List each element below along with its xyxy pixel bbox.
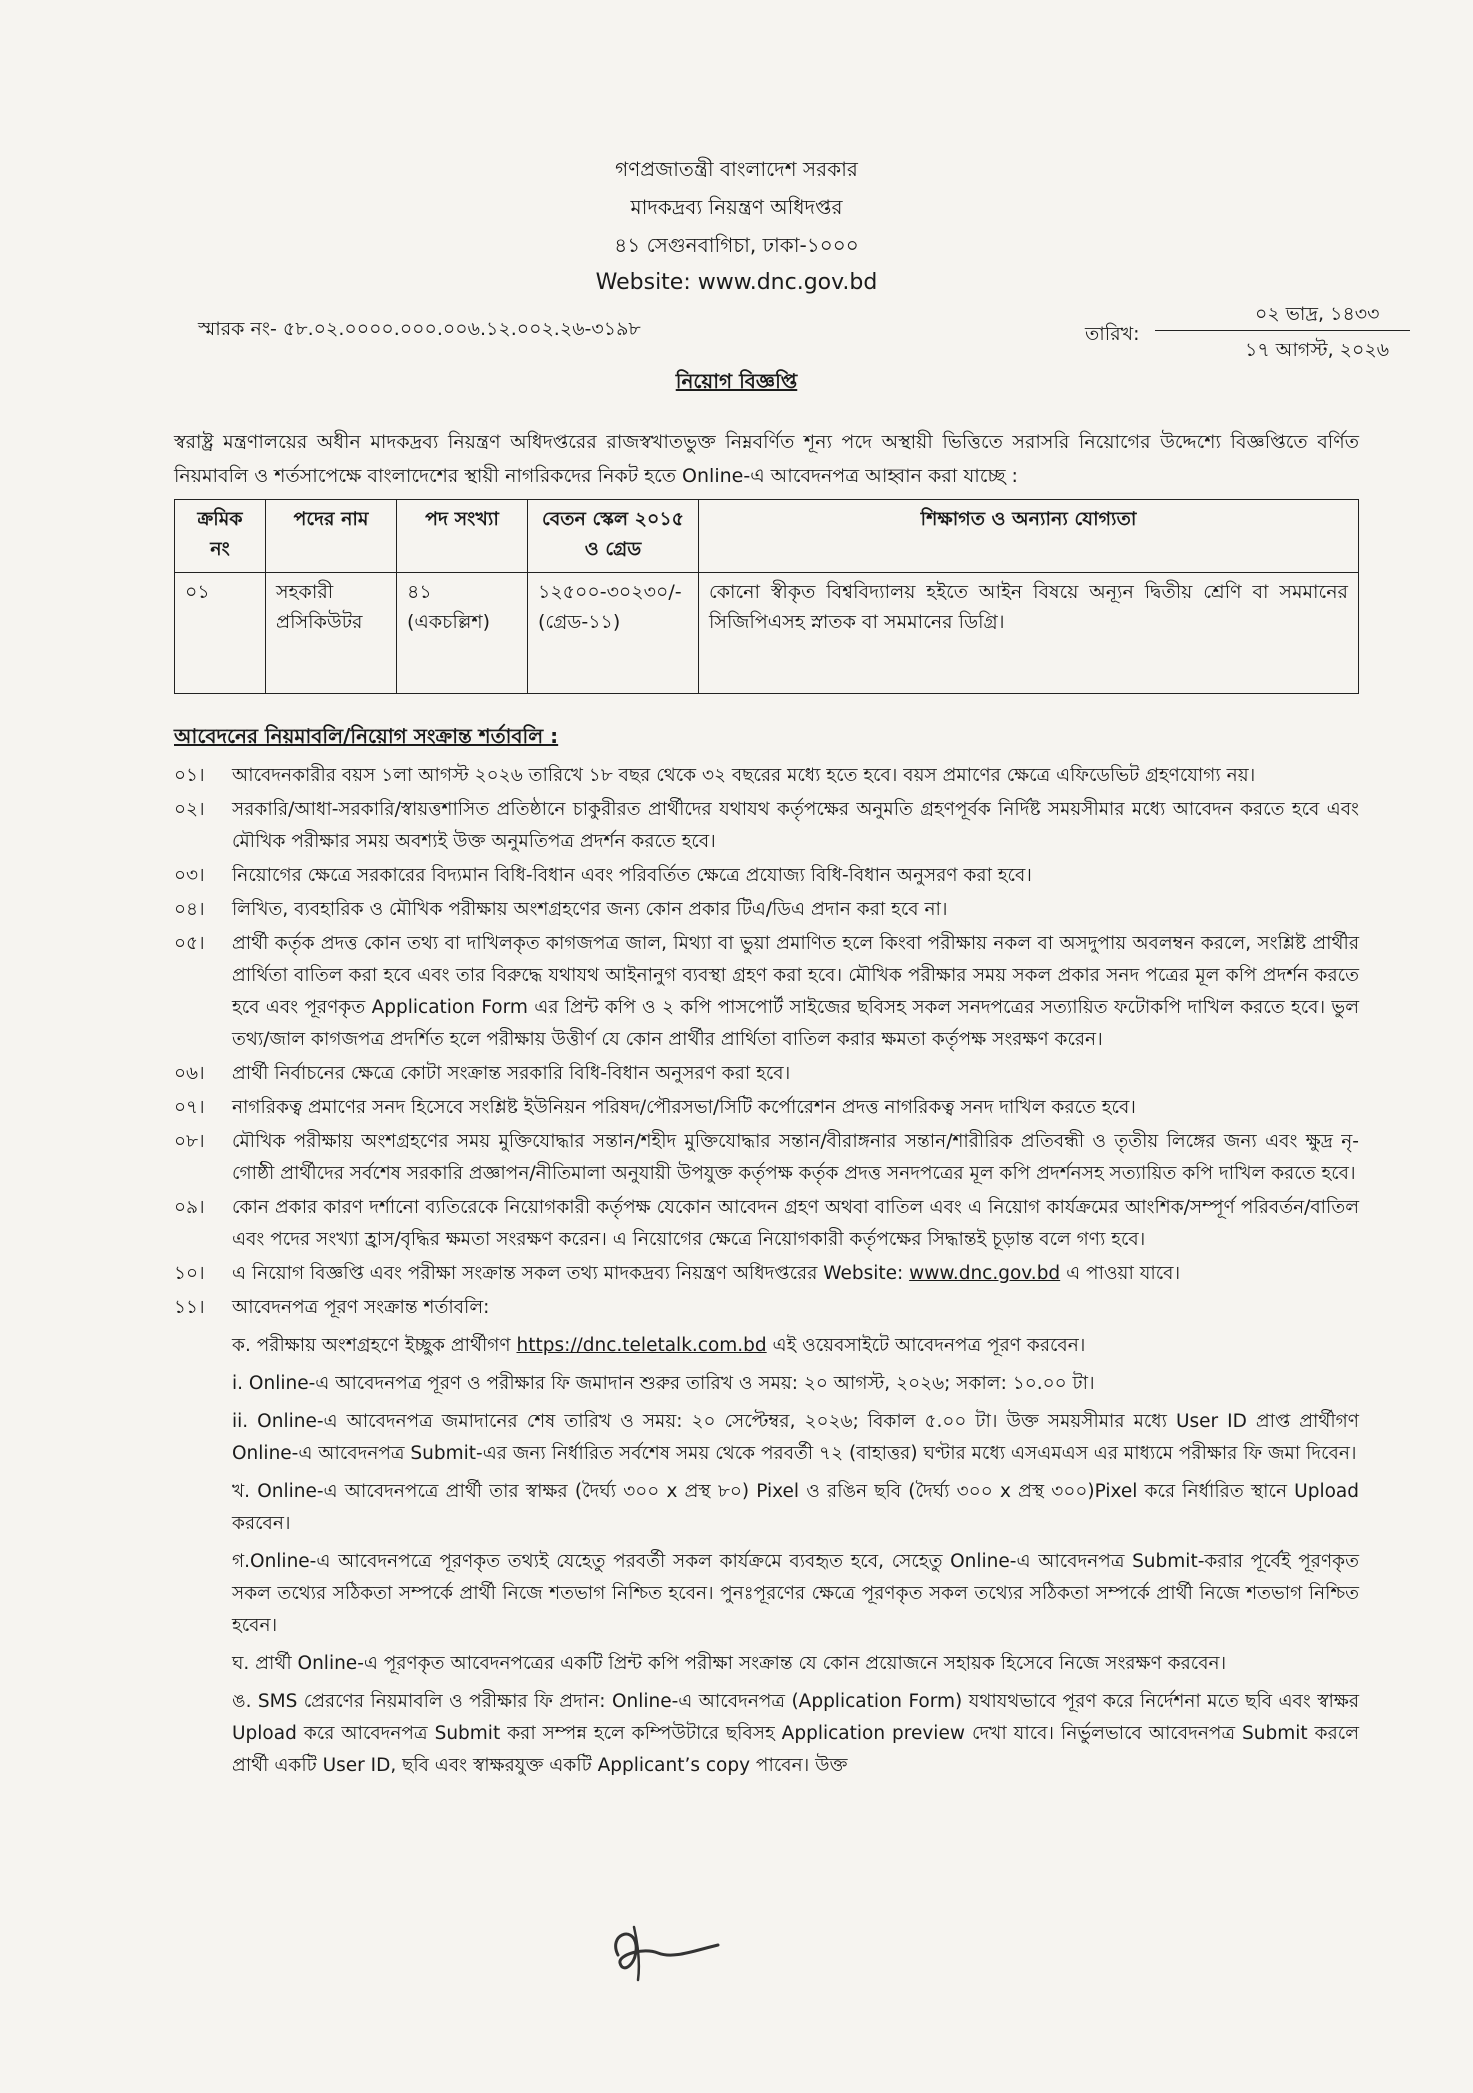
term-number: ০৬। — [174, 1063, 205, 1084]
table-header-row — [175, 500, 1359, 573]
date-english: ১৭ আগস্ট, ২০২৬ — [1245, 339, 1390, 361]
terms-heading: আবেদনের নিয়মাবলি/নিয়োগ সংক্রান্ত শর্তাবলি : — [174, 724, 559, 748]
term-number: ০৮। — [174, 1131, 205, 1152]
term-item — [174, 928, 1359, 1056]
term-text: কোন প্রকার কারণ দর্শানো ব্যতিরেকে নিয়োগকারী কর্তৃপক্ষ যেকোন আবেদন গ্রহণ অথবা বাতিল এবং এ নিয়োগ কার্যক্রমের আংশিক/সম্পূর্ণ পরিবর্তন/বাতিল এবং পদের সংখ্যা হ্রাস/বৃদ্ধির ক্ষমতা সংরক্ষণ করেন। এ নিয়োগের ক্ষেত্রে নিয়োগকারী কর্তৃপক্ষের সিদ্ধান্তই চূড়ান্ত বলে গণ্য হবে। — [232, 1197, 1359, 1250]
term11-title: আবেদনপত্র পূরণ সংক্রান্ত শর্তাবলি: — [232, 1297, 490, 1318]
term-number: ০১। — [174, 765, 205, 786]
term-number: ০৯। — [174, 1197, 205, 1218]
term-text: প্রার্থী কর্তৃক প্রদত্ত কোন তথ্য বা দাখিলকৃত কাগজপত্র জাল, মিথ্যা বা ভুয়া প্রমাণিত হলে কিংবা পরীক্ষায় নকল বা অসদুপায় অবলম্বন করলে, সংশ্লিষ্ট প্রার্থীর প্রার্থিতা বাতিল করা হবে এবং তার বিরুদ্ধে যথাযথ আইনানুগ ব্যবস্থা গ্রহণ করা হবে। মৌখিক পরীক্ষার সময় সকল প্রকার সনদ পত্রের মূল কপি প্রদর্শন করতে হবে এবং পূরণকৃত Application Form এর প্রিন্ট কপি ও ২ কপি পাসপোর্ট সাইজের ছবিসহ সকল সনদপত্রের সত্যায়িত ফটোকপি দাখিল করতে হবে। ভুল তথ্য/জাল কাগজপত্র প্রদর্শিত হলে পরীক্ষায় উত্তীর্ণ যে কোন প্রার্থীর প্রার্থিতা বাতিল করার ক্ষমতা কর্তৃপক্ষ সংরক্ষণ করেন। — [232, 933, 1359, 1050]
term-item — [174, 794, 1359, 858]
dnc-website-link[interactable]: www.dnc.gov.bd — [909, 1263, 1061, 1284]
term-text: প্রার্থী নির্বাচনের ক্ষেত্রে কোটা সংক্রান্ত সরকারি বিধি-বিধান অনুসরণ করা হবে। — [232, 1063, 791, 1084]
term-number: ১০। — [174, 1263, 205, 1284]
term10-text-after: এ পাওয়া যাবে। — [1060, 1263, 1181, 1284]
govt-name: গণপ্রজাতন্ত্রী বাংলাদেশ সরকার — [615, 157, 858, 181]
term-item-10 — [174, 1258, 1359, 1290]
term11-kha: খ. Online-এ আবেদনপত্রে প্রার্থী তার স্বাক্ষর (দৈর্ঘ্য ৩০০ x প্রস্থ ৮০) Pixel ও রঙিন ছবি (দৈর্ঘ্য ৩০০ x প্রস্থ ৩০০)Pixel করে নির্ধারিত স্থানে Upload করবেন। — [232, 1481, 1359, 1534]
department-website: Website: www.dnc.gov.bd — [595, 270, 878, 295]
table-row — [175, 573, 1359, 694]
term11-i: i. Online-এ আবেদনপত্র পূরণ ও পরীক্ষার ফি জমাদান শুরুর তারিখ ও সময়: ২০ আগস্ট, ২০২৬; সকাল: ১০.০০ টা। — [232, 1373, 1095, 1394]
term-number: ০৭। — [174, 1097, 205, 1118]
date-divider — [1155, 330, 1410, 331]
term11-uma: ঙ. SMS প্রেরণের নিয়মাবলি ও পরীক্ষার ফি প্রদান: Online-এ আবেদনপত্র (Application Form) যথাযথভাবে পূরণ করে নির্দেশনা মতে ছবি এবং স্বাক্ষর Upload করে আবেদনপত্র Submit করা সম্পন্ন হলে কম্পিউটারে ছবিসহ Application preview দেখা যাবে। নির্ভুলভাবে আবেদনপত্র Submit করলে প্রার্থী একটি User ID, ছবি এবং স্বাক্ষরযুক্ত একটি Applicant’s copy পাবেন। উক্ত — [232, 1691, 1359, 1776]
intro-paragraph: স্বরাষ্ট্র মন্ত্রণালয়ের অধীন মাদকদ্রব্য নিয়ন্ত্রণ অধিদপ্তরের রাজস্বখাতভুক্ত নিম্নবর্ণিত শূন্য পদে অস্থায়ী ভিত্তিতে সরাসরি নিয়োগের উদ্দেশ্যে বিজ্ঞপ্তিতে বর্ণিত নিয়মাবলি ও শর্তসাপেক্ষে বাংলাদেশের স্থায়ী নাগরিকদের নিকট হতে Online-এ আবেদনপত্র আহ্বান করা যাচ্ছে : — [174, 431, 1359, 487]
term-item — [174, 1092, 1359, 1124]
term-text: সরকারি/আধা-সরকারি/স্বায়ত্তশাসিত প্রতিষ্ঠানে চাকুরীরত প্রার্থীদের যথাযথ কর্তৃপক্ষের অনুমতি গ্রহণপূর্বক নির্দিষ্ট সময়সীমার মধ্যে আবেদন করতে হবে এবং মৌখিক পরীক্ষার সময় অবশ্যই উক্ত অনুমতিপত্র প্রদর্শন করতে হবে। — [232, 799, 1359, 852]
term-number: ১১। — [174, 1297, 205, 1318]
term10-text-before: এ নিয়োগ বিজ্ঞপ্তি এবং পরীক্ষা সংক্রান্ত সকল তথ্য মাদকদ্রব্য নিয়ন্ত্রণ অধিদপ্তরের Website: — [232, 1263, 910, 1284]
department-address: ৪১ সেগুনবাগিচা, ঢাকা-১০০০ — [614, 233, 859, 257]
term11-ii: ii. Online-এ আবেদনপত্র জমাদানের শেষ তারিখ ও সময়: ২০ সেপ্টেম্বর, ২০২৬; বিকাল ৫.০০ টা। উক্ত সময়সীমার মধ্যে User ID প্রাপ্ত প্রার্থীগণ Online-এ আবেদনপত্র Submit-এর জন্য নির্ধারিত সর্বশেষ সময় থেকে পরবর্তী ৭২ (বাহাত্তর) ঘণ্টার মধ্যে এসএমএস এর মাধ্যমে পরীক্ষার ফি জমা দিবেন। — [232, 1411, 1359, 1464]
term-item — [174, 1126, 1359, 1190]
date-label: তারিখ: — [1085, 323, 1140, 345]
memo-number: স্মারক নং- ৫৮.০২.০০০০.০০০.০০৬.১২.০০২.২৬-৩১৯৮ — [198, 318, 641, 340]
term11-ka — [232, 1330, 1359, 1362]
col-scale: বেতন স্কেল ২০১৫ ও গ্রেড — [528, 500, 699, 573]
term-item — [174, 760, 1359, 792]
terms-list — [174, 760, 1359, 1782]
term-text: মৌখিক পরীক্ষায় অংশগ্রহণের সময় মুক্তিযোদ্ধার সন্তান/শহীদ মুক্তিযোদ্ধার সন্তান/বীরাঙ্গনার সন্তান/শারীরিক প্রতিবন্ধী ও তৃতীয় লিঙ্গের জন্য এবং ক্ষুদ্র নৃ-গোষ্ঠী প্রার্থীদের সর্বশেষ সরকারি প্রজ্ঞাপন/নীতিমালা অনুযায়ী উপযুক্ত কর্তৃপক্ষ কর্তৃক প্রদত্ত সনদপত্রের মূল কপি প্রদর্শনসহ সত্যায়িত কপি দাখিল করতে হবে। — [232, 1131, 1359, 1184]
term-number: ০৩। — [174, 865, 205, 886]
term-text: নাগরিকত্ব প্রমাণের সনদ হিসেবে সংশ্লিষ্ট ইউনিয়ন পরিষদ/পৌরসভা/সিটি কর্পোরেশন প্রদত্ত নাগরিকত্ব সনদ দাখিল করতে হবে। — [232, 1097, 1136, 1118]
cell-serial: ০১ — [175, 573, 266, 694]
term-item-11 — [174, 1292, 1359, 1324]
term-text: লিখিত, ব্যবহারিক ও মৌখিক পরীক্ষায় অংশগ্রহণের জন্য কোন প্রকার টিএ/ডিএ প্রদান করা হবে না। — [232, 899, 948, 920]
col-serial: ক্রমিক নং — [175, 500, 266, 573]
term11-ka-text-before: ক. পরীক্ষায় অংশগ্রহণে ইচ্ছুক প্রার্থীগণ — [232, 1335, 517, 1356]
cell-scale: ১২৫০০-৩০২৩০/- (গ্রেড-১১) — [528, 573, 699, 694]
term-text — [232, 1258, 1359, 1290]
letterhead — [0, 150, 1473, 302]
signature-mark — [598, 1915, 728, 1985]
teletalk-link[interactable]: https://dnc.teletalk.com.bd — [516, 1335, 767, 1356]
term-item — [174, 1058, 1359, 1090]
department-name: মাদকদ্রব্য নিয়ন্ত্রণ অধিদপ্তর — [630, 195, 843, 219]
notice-subject: নিয়োগ বিজ্ঞপ্তি — [675, 369, 798, 393]
cell-qualification: কোনো স্বীকৃত বিশ্ববিদ্যালয় হইতে আইন বিষয়ে অন্যূন দ্বিতীয় শ্রেণি বা সমমানের সিজিপিএসহ স্নাতক বা সমমানের ডিগ্রি। — [699, 573, 1359, 694]
term-item — [174, 860, 1359, 892]
term-item — [174, 894, 1359, 926]
col-post: পদের নাম — [266, 500, 397, 573]
term-text: আবেদনকারীর বয়স ১লা আগস্ট ২০২৬ তারিখে ১৮ বছর থেকে ৩২ বছরের মধ্যে হতে হবে। বয়স প্রমাণের ক্ষেত্রে এফিডেভিট গ্রহণযোগ্য নয়। — [232, 765, 1256, 786]
term-number: ০২। — [174, 799, 205, 820]
term-number: ০৪। — [174, 899, 205, 920]
term11-ga: গ.Online-এ আবেদনপত্রে পূরণকৃত তথ্যই যেহেতু পরবর্তী সকল কার্যক্রমে ব্যবহৃত হবে, সেহেতু Online-এ আবেদনপত্র Submit-করার পূর্বেই পূরণকৃত সকল তথ্যের সঠিকতা সম্পর্কে প্রার্থী নিজে শতভাগ নিশ্চিত হবেন। পুনঃপূরণের ক্ষেত্রে পূরণকৃত সকল তথ্যের সঠিকতা সম্পর্কে প্রার্থী নিজে শতভাগ নিশ্চিত হবেন। — [232, 1551, 1359, 1636]
cell-count: ৪১ (একচল্লিশ) — [397, 573, 528, 694]
term11-ka-text-after: এই ওয়েবসাইটে আবেদনপত্র পূরণ করবেন। — [766, 1335, 1086, 1356]
term-text: নিয়োগের ক্ষেত্রে সরকারের বিদ্যমান বিধি-বিধান এবং পরিবর্তিত ক্ষেত্রে প্রযোজ্য বিধি-বিধান অনুসরণ করা হবে। — [232, 865, 1032, 886]
term-number: ০৫। — [174, 933, 205, 954]
vacancy-table — [174, 499, 1359, 694]
col-count: পদ সংখ্যা — [397, 500, 528, 573]
term-item — [174, 1192, 1359, 1256]
date-bangla: ০২ ভাদ্র, ১৪৩৩ — [1255, 303, 1380, 325]
cell-post: সহকারী প্রসিকিউটর — [266, 573, 397, 694]
col-qualification: শিক্ষাগত ও অন্যান্য যোগ্যতা — [699, 500, 1359, 573]
term11-gha: ঘ. প্রার্থী Online-এ পূরণকৃত আবেদনপত্রের একটি প্রিন্ট কপি পরীক্ষা সংক্রান্ত যে কোন প্রয়োজনে সহায়ক হিসেবে নিজে সংরক্ষণ করবেন। — [232, 1653, 1227, 1674]
